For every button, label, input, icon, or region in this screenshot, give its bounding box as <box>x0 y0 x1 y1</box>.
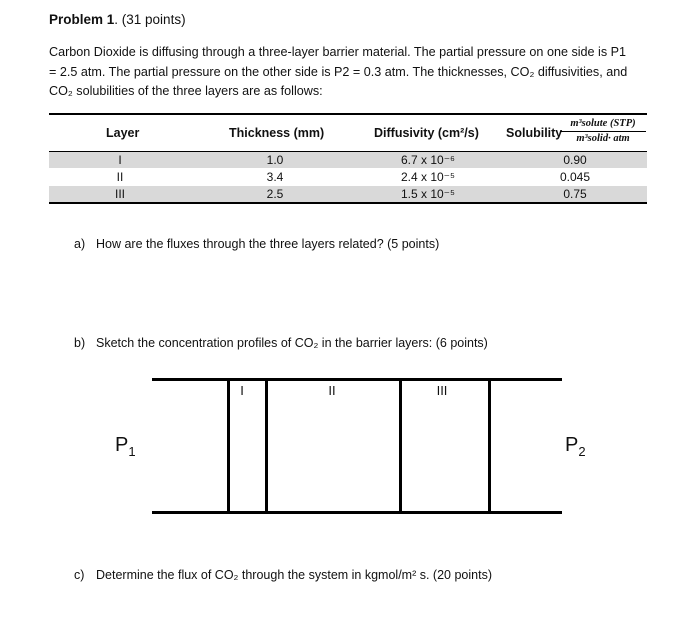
cell-diffusivity: 1.5 x 10⁻⁵ <box>400 187 455 201</box>
header-layer: Layer <box>106 126 140 140</box>
sketch-boundary-1 <box>227 378 230 514</box>
intro-line: CO₂ solubilities of the three layers are as follows: <box>49 84 323 98</box>
layer-label-3: III <box>436 383 448 398</box>
question-c <box>74 568 492 582</box>
layer-label-1: I <box>240 383 244 398</box>
cell-diffusivity: 2.4 x 10⁻⁵ <box>400 170 455 184</box>
question-a-label: a) <box>74 237 86 251</box>
header-diffusivity: Diffusivity (cm²/s) <box>374 126 479 140</box>
sketch-boundary-3 <box>399 378 402 514</box>
cell-thickness: 1.0 <box>266 153 284 167</box>
question-b <box>74 336 488 350</box>
problem-title <box>49 12 186 27</box>
cell-thickness: 3.4 <box>266 170 284 184</box>
solubility-units-numerator: m³solute (STP) <box>560 118 646 132</box>
sketch-bottom-line <box>152 511 562 514</box>
cell-layer: I <box>118 153 122 167</box>
cell-layer: III <box>114 187 125 201</box>
label-p1-sub: 1 <box>128 444 136 459</box>
header-solubility: Solubility <box>506 126 563 140</box>
sketch-boundary-2 <box>265 378 268 514</box>
table-top-rule <box>49 113 647 115</box>
label-p1 <box>115 434 136 459</box>
label-p2 <box>565 434 586 459</box>
question-c-text: Determine the flux of CO₂ through the system in kgmol/m² s. (20 points) <box>96 568 492 582</box>
label-p2-base: P <box>565 434 579 456</box>
problem-label: Problem 1 <box>49 12 115 27</box>
question-a-text: How are the fluxes through the three layers related? (5 points) <box>96 237 440 251</box>
cell-diffusivity: 6.7 x 10⁻⁶ <box>401 153 455 167</box>
layer-label-2: II <box>328 383 336 398</box>
cell-solubility: 0.75 <box>563 187 587 201</box>
cell-solubility: 0.90 <box>563 153 587 167</box>
sketch-boundary-4 <box>488 378 491 514</box>
label-p2-sub: 2 <box>578 444 586 459</box>
solubility-units <box>560 118 646 144</box>
header-thickness: Thickness (mm) <box>229 126 325 140</box>
sketch-top-line <box>152 378 562 381</box>
cell-layer: II <box>116 170 124 184</box>
question-b-label: b) <box>74 336 86 350</box>
intro-line: = 2.5 atm. The partial pressure on the other side is P2 = 0.3 atm. The thicknesses, CO₂ diffusivities, and <box>49 64 628 79</box>
solubility-units-denominator: m³solid· atm <box>576 133 630 144</box>
question-b-text: Sketch the concentration profiles of CO₂ in the barrier layers: (6 points) <box>96 336 488 350</box>
question-c-label: c) <box>74 568 85 582</box>
cell-thickness: 2.5 <box>266 187 284 201</box>
intro-paragraph <box>49 43 649 102</box>
intro-line: Carbon Dioxide is diffusing through a three-layer barrier material. The partial pressure on one side is P1 <box>49 45 627 59</box>
label-p1-base: P <box>115 434 129 456</box>
question-a <box>74 237 439 251</box>
table-bottom-rule <box>49 202 647 204</box>
problem-points: . (31 points) <box>114 12 186 27</box>
cell-solubility: 0.045 <box>559 170 591 184</box>
